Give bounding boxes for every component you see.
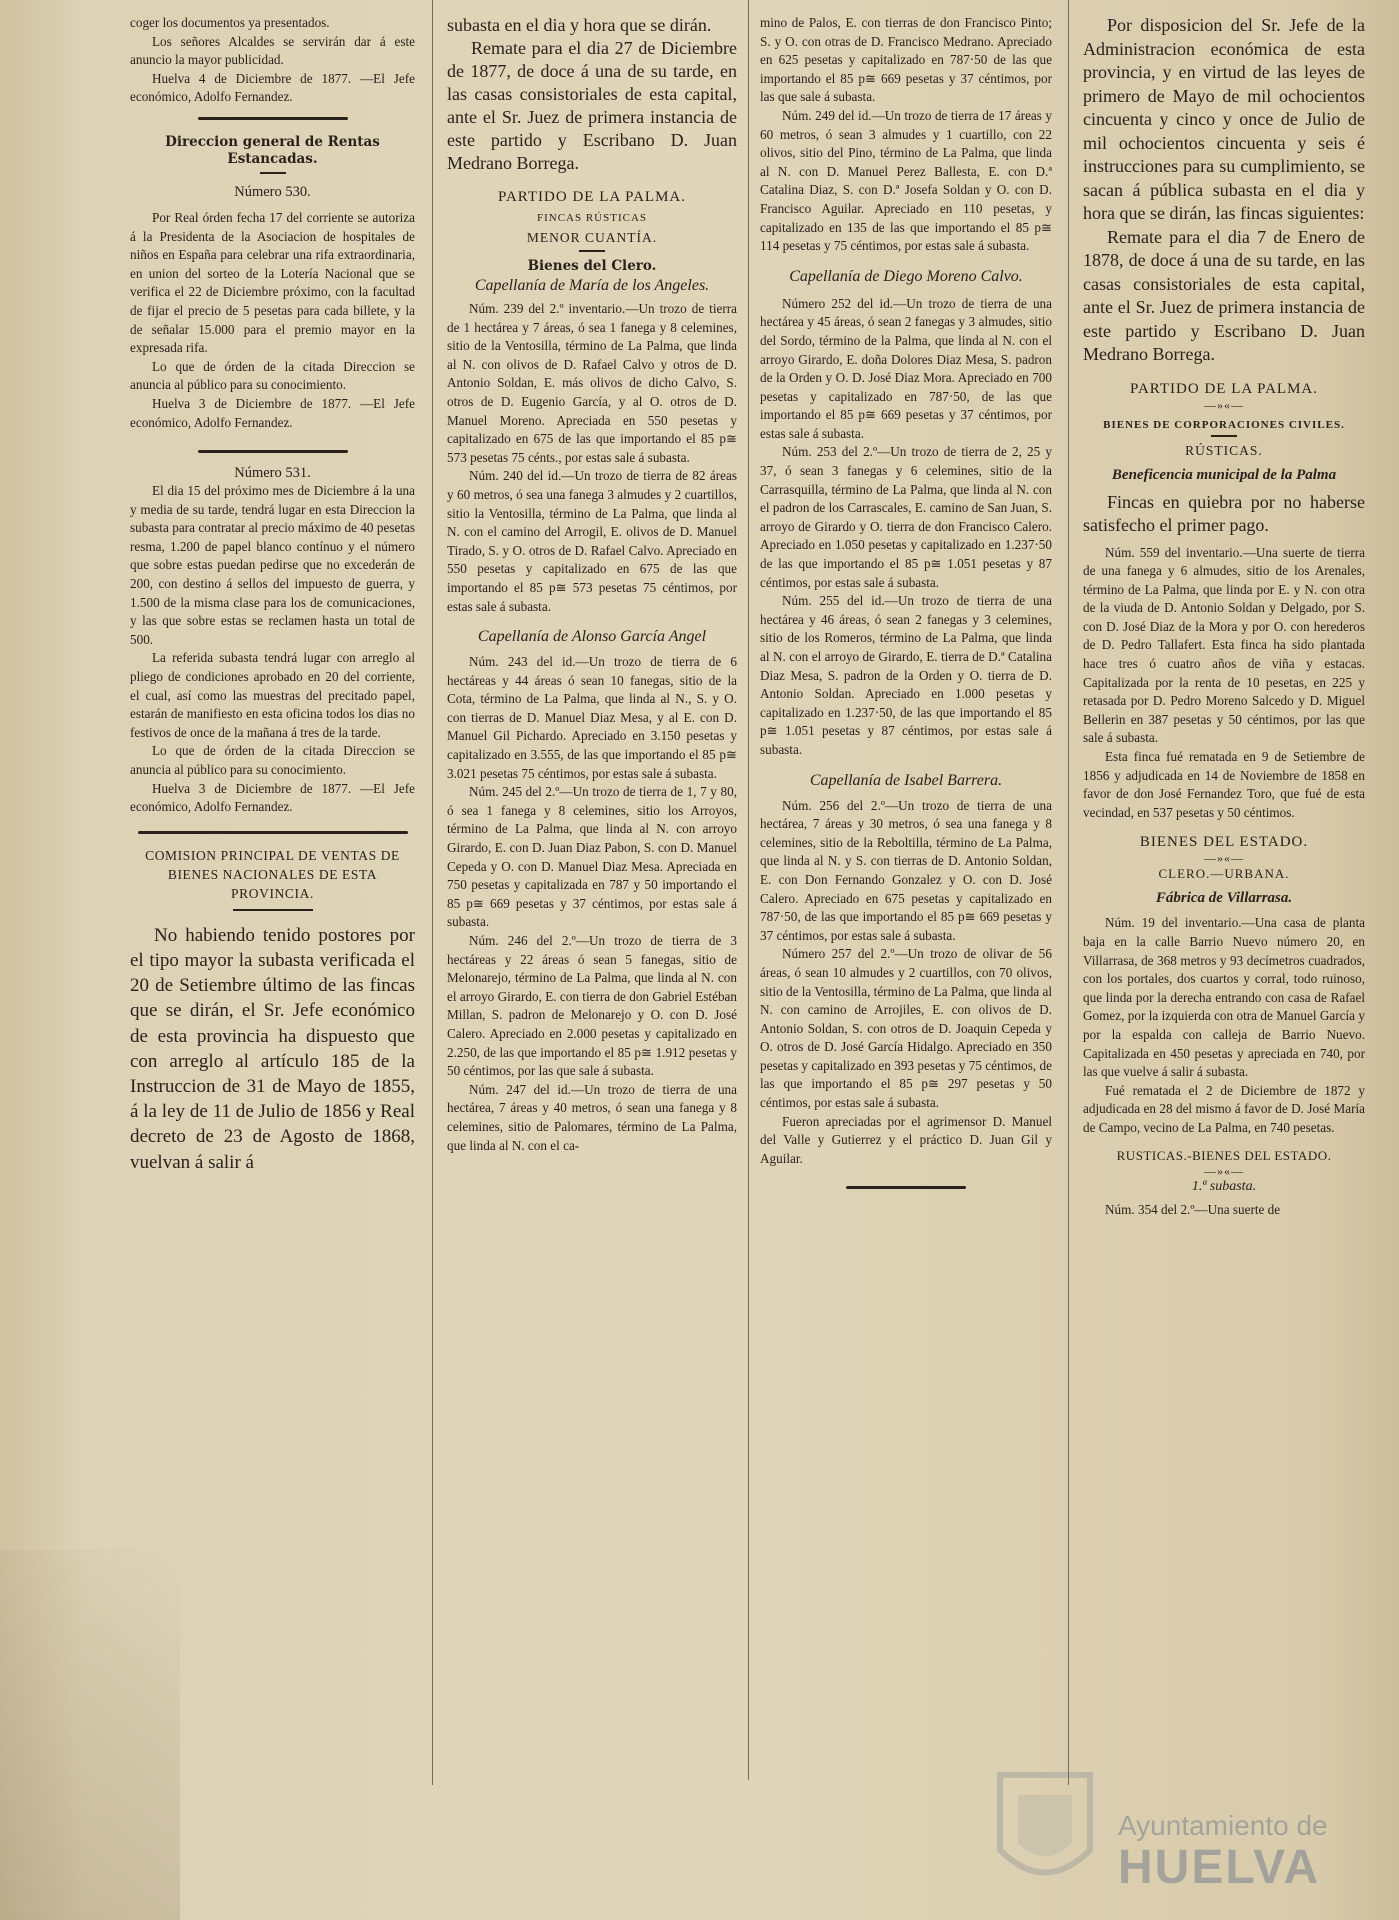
- section-heading: Beneficencia municipal de la Palma: [1111, 466, 1337, 483]
- section-heading: BIENES DEL ESTADO.: [1139, 834, 1309, 851]
- separator-mark: —»«—: [1204, 1163, 1244, 1178]
- property-entry: Número 252 del id.—Un trozo de tierra de una hectárea y 45 áreas, ó sean 2 fanegas y 3 almudes, sitio del Sordo, término de la Palma, que linda al N. con el arroyo Girardo, E. doña Dolores Diaz Mesa, S. padron de la Orden y O. D. José Diaz Mora. Apreciado en 700 pesetas y capitalizado en 787·50, de las que importando el 85 p≅ 669 pesetas y 37 céntimos, por estas sale á subasta.: [760, 295, 1052, 441]
- separator-mark: —»«—: [1204, 397, 1244, 412]
- paragraph: La referida subasta tendrá lugar con arreglo al pliego de condiciones aprobado en 20 del corriente, el cual, así como las muestras del precitado papel, estarán de manifiesto en esta oficina todos los dias no festivos de once de la mañana á tres de la tarde.: [130, 650, 415, 740]
- large-text: Por disposicion del Sr. Jefe de la Administracion económica de esta provincia, y en virtud de las leyes de primero de Mayo de mil ochocientos cincuenta y cinco y once de Julio de mil ochocientos cincuenta y seis é instrucciones para su cumplimiento, se sacan á pública subasta en el dia y hora que se dirán, las fincas siguientes:: [1083, 15, 1365, 223]
- paragraph: Por Real órden fecha 17 del corriente se autoriza á la Presidenta de la Asociacion de hospitales de niños en España para celebrar una rifa extraordinaria, en union del sorteo de la Lotería Nacional que se verifica el 22 de Diciembre próximo, con la facultad de fijar el precio de 5 pesetas para cada billete, y la de señalar 15.000 para el premio mayor en la expresada rifa.: [130, 209, 415, 356]
- auction-note: Esta finca fué rematada en 9 de Setiembre de 1856 y adjudicada en 14 de Noviembre de 1858 en favor de don José Fernandez Toro, que fué de esta vecindad, en 537 pesetas y 50 céntimos.: [1083, 749, 1365, 820]
- signature: Huelva 3 de Diciembre de 1877. —El Jefe económico, Adolfo Fernandez.: [130, 780, 415, 815]
- signature: Huelva 3 de Diciembre de 1877. —El Jefe económico, Adolfo Fernandez.: [130, 395, 415, 430]
- paragraph: Lo que de órden de la citada Direccion se anuncia al público para su conocimiento.: [130, 743, 415, 777]
- property-entry: Núm. 354 del 2.º—Una suerte de: [1105, 1201, 1281, 1217]
- fabric-heading: Fábrica de Villarrasa.: [1155, 890, 1293, 907]
- section-heading: RUSTICAS.-BIENES DEL ESTADO.: [1116, 1147, 1332, 1163]
- property-entry: Núm. 243 del id.—Un trozo de tierra de 6 hectáreas y 44 áreas ó sean 10 fanegas, sitio de la Cota, término de La Palma, que linda al N., S. y O. con tierras de D. Manuel Diaz Mesa, y al E. con D. Manuel Gil Pichardo. Apreciado en 3.150 pesetas y capitalizado en 3.555, de las que importando el 85 p≅ 3.021 pesetas 75 céntimos, por estas sale á subasta.: [447, 654, 737, 781]
- signature: Huelva 4 de Diciembre de 1877. —El Jefe económico, Adolfo Fernandez.: [130, 70, 415, 105]
- subheading: FINCAS RÚSTICAS: [536, 212, 648, 224]
- notice-number: Número 530.: [234, 183, 311, 200]
- section-heading: Bienes del Clero.: [527, 258, 657, 274]
- large-text: No habiendo tenido postores por el tipo mayor la subasta verificada el 20 de Setiembre último de las fincas que se dirán, el Sr. Jefe económico de esta provincia ha dispuesto que con arreglo al artículo 185 de la Instruccion de 31 de Mayo de 1855, á la ley de 11 de Julio de 1856 y Real decreto de 23 de Agosto de 1868, vuelvan á salir á: [130, 924, 415, 1173]
- property-entry: Núm. 255 del id.—Un trozo de tierra de una hectárea y 46 áreas, ó sean 2 fanegas y 3 celemines, sitio de los Romeros, término de La Palma, que linda al N. con el arroyo de Girardo, E. tierra de D.ª Catalina Diaz Mesa, S. padron de la Orden y O. tierra de D. Antonio Soldan. Apreciado en 1.000 pesetas y capitalizado en 1.237·50, de las que importando el 85 p≅ 1.051 pesetas y 87 céntimos, por estas sale á subasta.: [760, 593, 1052, 757]
- property-entry: Número 257 del 2.º—Un trozo de olivar de 56 áreas, ó sean 10 almudes y 2 cuartillos, con 70 olivos, sitio de la Ventosilla, término de La Palma, que linda al N. con camino de Arrojiles, E. con olivos de D. Antonio Soldan, S. con otros de D. Joaquin Cepeda y O. otros de D. José García Hidalgo. Apreciado en 350 pesetas y capitalizado en 393 pesetas y 75 céntimos, de las que importando el 85 p≅ 297 pesetas y 50 céntimos, por estas sale á subasta.: [760, 946, 1052, 1111]
- chaplaincy-heading: Capellanía de Diego Moreno Calvo.: [789, 267, 1023, 285]
- property-entry: Núm. 239 del 2.º inventario.—Un trozo de tierra de 1 hectárea y 7 áreas, ó sea 1 fanega y 8 celemines, sitio de la Ventosilla, término de La Palma, que linda al N. con olivos de D. Rafael Calvo y otros de D. Antonio Soldan, E. más olivos de dicho Calvo, S. otros de D. Eugenio García, y al O. otros de D. Manuel Moreno. Apreciada en 550 pesetas y capitalizado en 675 de las que importando el 85 p≅ 573 pesetas 75 cénts., por estas sale á subasta.: [447, 301, 737, 465]
- column-rule-1: [432, 0, 433, 1785]
- large-text: Fincas en quiebra por no haberse satisfecho el primer pago.: [1083, 491, 1365, 535]
- column-2: [447, 14, 737, 1789]
- section-heading: Direccion general de Rentas Estancadas.: [165, 133, 380, 167]
- property-entry: Núm. 240 del id.—Un trozo de tierra de 82 áreas y 60 metros, ó sea una fanega 3 almudes y 2 cuartillos, sitio la Ventosilla, término de La Palma, que linda al N. con el camino del Arrogil, E. olivos de D. Manuel Tirado, S. y O. otros de D. Rafael Calvo. Apreciado en 550 pesetas y capitalizado en 675 de las que importando el 85 p≅ 573 pesetas 75 céntimos, por estas sale á subasta.: [447, 468, 737, 614]
- property-entry: Núm. 246 del 2.º—Un trozo de tierra de 3 hectáreas y 22 áreas ó sean 5 fanegas, sitio de Melonarejo, término de La Palma, que linda al N. con el arroyo Girardo, E. con tierra de don Gabriel Estéban Millan, S. padron de Melonarejo y O. con D. José Calero. Apreciado en 2.000 pesetas y capitalizado en 2.250, de las que importando el 85 p≅ 1.912 pesetas y 50 céntimos, por las que sale á subasta.: [447, 933, 737, 1079]
- subheading: 1.ª subasta.: [1191, 1178, 1257, 1194]
- partido-heading: PARTIDO DE LA PALMA.: [497, 189, 687, 205]
- column-rule-3: [1068, 0, 1069, 1785]
- property-entry: Núm. 249 del id.—Un trozo de tierra de 17 áreas y 60 metros, ó sean 3 almudes y 1 cuartillo, con 22 olivos, sitio del Pino, término de La Palma, que linda al N. con D. Manuel Perez Ballesta, E. con D.ª Catalina Diaz, S. con D.ª Josefa Soldan y O. con D. Francisco Aguilar. Apreciado en 110 pesetas, y capitalizado en 135 de las que importando el 85 p≅ 114 pesetas y 75 céntimos, por estas sale á subasta.: [760, 107, 1052, 254]
- property-entry: Núm. 256 del 2.º—Un trozo de tierra de una hectárea, 7 áreas y 30 metros, ó sea una fanega y 8 celemines, sitio de la Reboltilla, término de La Palma, que linda al N. y S. con tierras de D. Antonio Soldan, E. con Don Fernando Gonzalez y O. con D. José Calero. Apreciado en 675 pesetas y capitalizado en 787·50, de las que importando el 85 p≅ 669 pesetas y 37 céntimos, por estas sale á subasta.: [760, 797, 1052, 943]
- paragraph-alcaldes: Los señores Alcaldes se servirán dar á este anuncio la mayor publicidad.: [130, 33, 415, 68]
- continued-text: coger los documentos ya presentados.: [130, 15, 330, 30]
- subheading: MENOR CUANTÍA.: [526, 230, 658, 245]
- paragraph: El dia 15 del próximo mes de Diciembre á la una y media de su tarde, tendrá lugar en esta Direccion la subasta para contratar al precio máximo de 40 pesetas resma, 1.200 de papel blanco contínuo y el número que sobre estas puedan pedirse que no excederán de 200, con destino á sellos del impuesto de guerra, y 1.500 de la misma clase para los de comunicaciones, y las que sobre estas se reclamen hasta un total de 500.: [130, 483, 415, 647]
- commission-title: COMISION PRINCIPAL DE VENTAS DE BIENES NACIONALES DE ESTA PROVINCIA.: [145, 847, 400, 901]
- chaplaincy-heading: Capellanía de Alonso García Angel: [477, 628, 707, 646]
- subheading: RÚSTICAS.: [1185, 442, 1263, 458]
- column-4: [1083, 14, 1365, 1789]
- continued-text: mino de Palos, E. con tierras de don Francisco Pinto; S. y O. con otras de D. Francisco Medrano. Apreciado en 625 pesetas y capitalizado en 787·50 de las que importando el 85 p≅ 669 pesetas y 37 céntimos, por las que sale á subasta.: [760, 15, 1052, 105]
- property-entry: Núm. 247 del id.—Un trozo de tierra de una hectárea, 7 áreas y 40 metros, ó sean una fanega y 8 celemines, sitio de Palomares, término de La Palma, que linda al N. con el ca-: [447, 1081, 737, 1153]
- ornament-rule: [846, 1186, 966, 1189]
- watermark-line-1: Ayuntamiento de: [1118, 1810, 1328, 1841]
- large-text: Remate para el dia 7 de Enero de 1878, de doce á una de su tarde, en las casas consistoriales de esta capital, ante el Sr. Juez de primera instancia de este partido y Escribano D. Juan Medrano Borrega.: [1083, 226, 1365, 364]
- separator-mark: —»«—: [1204, 851, 1244, 866]
- column-3: [760, 14, 1052, 1789]
- property-entry: Núm. 19 del inventario.—Una casa de planta baja en la calle Barrio Nuevo número 20, en Villarrasa, de 368 metros y 93 decímetros cuadrados, con los portales, dos cuartos y corral, todo ruinoso, que linda por la derecha entrando con casa de Rafael Gomez, por la izquierda con otra de Manuel García y por la espalda con calleja de Barrio Nuevo. Capitalizada en 450 pesetas y apreciada en 740, por las que vuelve á salir á subasta.: [1083, 915, 1365, 1080]
- subheading: BIENES DE CORPORACIONES CIVILES.: [1103, 418, 1345, 431]
- property-entry: Núm. 559 del inventario.—Una suerte de tierra de una fanega y 6 almudes, sitio de los Arenales, término de La Palma, que linda por E. y N. con otra de la viuda de D. Antonio Soldan y Delgado, por S. con D. José Diaz de la Mora y por O. con herederos de D. Pedro Tallafert. Esta finca ha sido plantada hace tres ó cuatro años de viña y estacas. Capitalizada por la renta de 10 pesetas, en 225 y retasada por D. Pedro Moreno Salcedo y D. Miguel Bellerin en 387 pesetas y 50 céntimos, por las que sale á subasta.: [1083, 544, 1365, 746]
- notice-number: Número 531.: [234, 465, 311, 482]
- paragraph: Lo que de órden de la citada Direccion se anuncia al público para su conocimiento.: [130, 358, 415, 393]
- auction-note: Fué rematada el 2 de Diciembre de 1872 y adjudicada en 28 del mismo á favor de D. José María de Campo, vecino de La Palma, en 740 pesetas.: [1083, 1082, 1365, 1135]
- property-entry: Núm. 253 del 2.º—Un trozo de tierra de 2, 25 y 37, ó sean 3 fanegas y 6 celemines, sitio de la Carrasquilla, término de La Palma, que linda al N. con el padron de los Carrascales, E. camino de San Juan, S. arroyo de Girardo y O. tierra de don Francisco Calero. Apreciado en 1.050 pesetas y capitalizado en 1.237·50 de las que importando el 85 p≅ 1.051 pesetas y 87 céntimos, por estas sale á subasta.: [760, 444, 1052, 590]
- watermark-line-2: HUELVA: [1118, 1841, 1321, 1894]
- appraisal-note: Fueron apreciadas por el agrimensor D. Manuel del Valle y Gutierrez y el práctico D. Juan Gil y Aguilar.: [760, 1113, 1052, 1166]
- partido-heading: PARTIDO DE LA PALMA.: [1129, 380, 1319, 397]
- property-entry: Núm. 245 del 2.º—Un trozo de tierra de 1, 7 y 80, ó sea 1 fanega y 8 celemines, sitio los Arroyos, término de La Palma, que linda al N. con arroyo Girardo, E. con D. Juan Diaz Pabon, S. con D. Manuel Cepeda y O. con D. Manuel Diaz Mesa. Apreciada en 750 pesetas y capitalizada en 787 y 50 importando el 85 p≅ 669 pesetas y 37 céntimos, por estas sale á subasta.: [447, 784, 737, 930]
- column-rule-2: [748, 0, 749, 1780]
- large-text: subasta en el dia y hora que se dirán.: [447, 15, 712, 35]
- subheading: CLERO.—URBANA.: [1158, 866, 1290, 882]
- chaplaincy-heading: Capellanía de Isabel Barrera.: [809, 771, 1003, 789]
- column-1: [130, 14, 415, 1794]
- large-text: Remate para el dia 27 de Diciembre de 1877, de doce á una de su tarde, en las casas consistoriales de esta capital, ante el Sr. Juez de primera instancia de este partido y Escribano D. Juan Medrano Borrega.: [447, 38, 737, 173]
- chaplaincy-heading: Capellanía de María de los Angeles.: [474, 277, 710, 294]
